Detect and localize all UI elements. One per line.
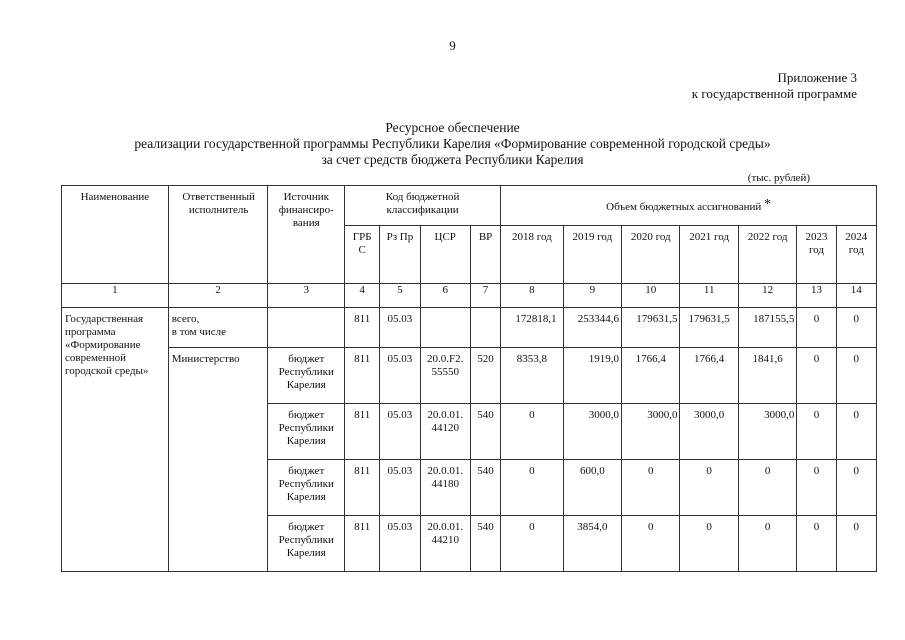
- header-2020: 2020 год: [622, 226, 680, 284]
- row-2019: 3000,0: [563, 404, 621, 460]
- header-source: Источник финансиро- вания: [268, 186, 345, 284]
- header-2021: 2021 год: [680, 226, 738, 284]
- table-row: [62, 348, 877, 404]
- row-rzpr: 05.03: [380, 516, 420, 572]
- total-2019: 253344,6: [563, 308, 621, 348]
- header-2019: 2019 год: [563, 226, 621, 284]
- appendix-note: [692, 70, 857, 102]
- row-2024: 0: [836, 404, 876, 460]
- row-csr: 20.0.01. 44180: [420, 460, 470, 516]
- row-grbs: 811: [345, 460, 380, 516]
- row-2024: 0: [836, 348, 876, 404]
- col-number: 6: [420, 284, 470, 308]
- total-2023: 0: [797, 308, 836, 348]
- total-vr: [470, 308, 500, 348]
- row-source: бюджет Республики Карелия: [268, 460, 345, 516]
- total-2024: 0: [836, 308, 876, 348]
- row-2022: 0: [738, 516, 796, 572]
- row-2020: 0: [622, 460, 680, 516]
- title-line-2: реализации государственной программы Республики Карелия «Формирование современной городской среды»: [134, 136, 771, 151]
- column-numbers-row: [62, 284, 877, 308]
- col-number: 2: [168, 284, 268, 308]
- total-2020: 179631,5: [622, 308, 680, 348]
- col-number: 4: [345, 284, 380, 308]
- row-rzpr: 05.03: [380, 404, 420, 460]
- col-number: 7: [470, 284, 500, 308]
- row-2020: 0: [622, 516, 680, 572]
- row-2023: 0: [797, 460, 836, 516]
- row-csr: 20.0.01. 44120: [420, 404, 470, 460]
- row-2019: 1919,0: [563, 348, 621, 404]
- header-vr: ВР: [470, 226, 500, 284]
- row-2021: 0: [680, 516, 738, 572]
- header-2018: 2018 год: [501, 226, 563, 284]
- footnote-mark: *: [764, 196, 772, 212]
- col-number: 10: [622, 284, 680, 308]
- total-rzpr: 05.03: [380, 308, 420, 348]
- row-2019: 600,0: [563, 460, 621, 516]
- row-source: бюджет Республики Карелия: [268, 348, 345, 404]
- row-2020: 1766,4: [622, 348, 680, 404]
- row-2022: 0: [738, 460, 796, 516]
- total-2018: 172818,1: [501, 308, 563, 348]
- row-2020: 3000,0: [622, 404, 680, 460]
- col-number: 8: [501, 284, 563, 308]
- col-number: 12: [738, 284, 796, 308]
- appendix-line-2: к государственной программе: [691, 86, 857, 101]
- col-number: 3: [268, 284, 345, 308]
- total-csr: [420, 308, 470, 348]
- header-2022: 2022 год: [738, 226, 796, 284]
- row-2024: 0: [836, 516, 876, 572]
- row-source: бюджет Республики Карелия: [268, 516, 345, 572]
- row-2022: 3000,0: [738, 404, 796, 460]
- row-2022: 1841,6: [738, 348, 796, 404]
- row-2018: 0: [501, 460, 563, 516]
- page-number: 9: [449, 38, 456, 53]
- row-2019: 3854,0: [563, 516, 621, 572]
- row-vr: 540: [470, 460, 500, 516]
- header-grbs: ГРБ С: [345, 226, 380, 284]
- total-source: [268, 308, 345, 348]
- document-title: [0, 120, 905, 168]
- row-2021: 0: [680, 460, 738, 516]
- total-executor: всего, в том числе: [168, 308, 268, 348]
- header-2024: 2024 год: [836, 226, 876, 284]
- header-csr: ЦСР: [420, 226, 470, 284]
- appendix-line-1: Приложение 3: [777, 70, 857, 85]
- row-vr: 540: [470, 404, 500, 460]
- ministry-executor: Министерство: [168, 348, 268, 572]
- row-2023: 0: [797, 516, 836, 572]
- row-2023: 0: [797, 404, 836, 460]
- row-2018: 0: [501, 404, 563, 460]
- row-source: бюджет Республики Карелия: [268, 404, 345, 460]
- header-2023: 2023 год: [797, 226, 836, 284]
- row-2024: 0: [836, 460, 876, 516]
- row-vr: 540: [470, 516, 500, 572]
- header-kbk: Код бюджетной классификации: [345, 186, 501, 226]
- total-2022: 187155,5: [738, 308, 796, 348]
- row-grbs: 811: [345, 516, 380, 572]
- title-line-3: за счет средств бюджета Республики Карелия: [321, 152, 584, 167]
- row-vr: 520: [470, 348, 500, 404]
- row-rzpr: 05.03: [380, 460, 420, 516]
- resource-table: [61, 185, 877, 572]
- row-2023: 0: [797, 348, 836, 404]
- row-grbs: 811: [345, 404, 380, 460]
- units-label: (тыс. рублей): [747, 172, 810, 184]
- total-2021: 179631,5: [680, 308, 738, 348]
- col-number: 13: [797, 284, 836, 308]
- title-line-1: Ресурсное обеспечение: [385, 120, 520, 135]
- row-2018: 8353,8: [501, 348, 563, 404]
- program-name: Государственная программа «Формирование современной городской среды»: [62, 308, 169, 572]
- row-2021: 1766,4: [680, 348, 738, 404]
- col-number: 11: [680, 284, 738, 308]
- col-number: 14: [836, 284, 876, 308]
- header-executor: Ответственный исполнитель: [168, 186, 268, 284]
- row-csr: 20.0.01. 44210: [420, 516, 470, 572]
- header-volume: Объем бюджетных ассигнований *: [501, 186, 877, 226]
- table-row-total: [62, 308, 877, 348]
- row-2021: 3000,0: [680, 404, 738, 460]
- row-grbs: 811: [345, 348, 380, 404]
- header-name: Наименование: [62, 186, 169, 284]
- col-number: 9: [563, 284, 621, 308]
- header-rzpr: Рз Пр: [380, 226, 420, 284]
- row-2018: 0: [501, 516, 563, 572]
- total-grbs: 811: [345, 308, 380, 348]
- row-csr: 20.0.F2. 55550: [420, 348, 470, 404]
- col-number: 1: [62, 284, 169, 308]
- row-rzpr: 05.03: [380, 348, 420, 404]
- col-number: 5: [380, 284, 420, 308]
- header-row-1: [62, 186, 877, 226]
